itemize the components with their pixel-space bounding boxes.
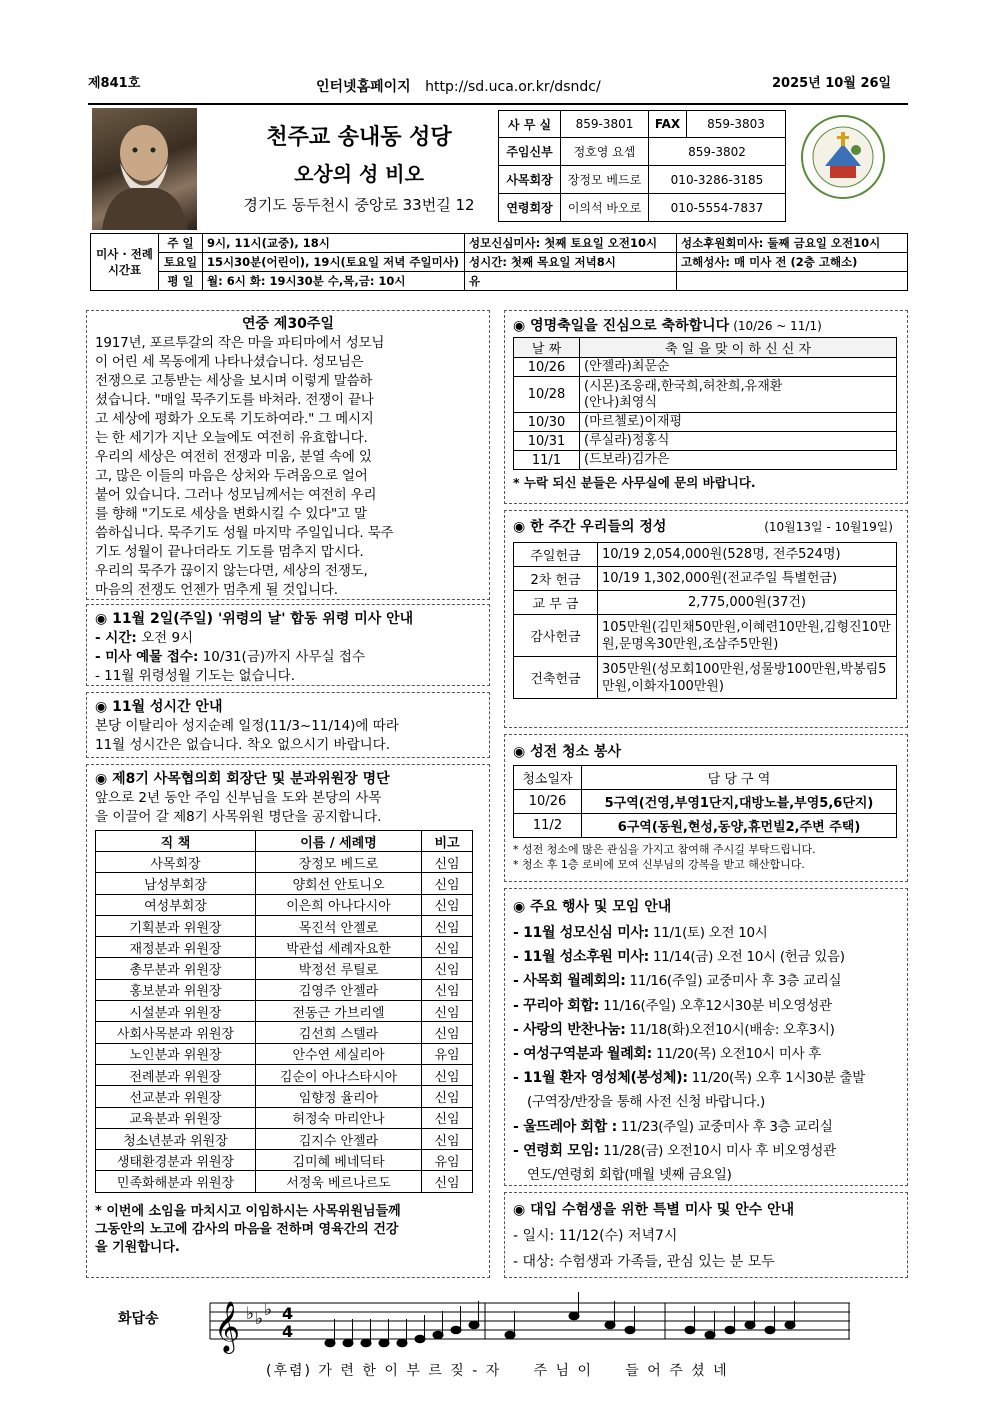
offering-type: 감사헌금 (514, 615, 598, 657)
feast-title: ◉ 영명축일을 진심으로 축하합니다 (513, 318, 730, 334)
contact-table (498, 110, 786, 222)
council-status: 신임 (422, 852, 473, 873)
music-note-icon (705, 1331, 715, 1339)
offering-detail: 2,775,000원(37건) (598, 591, 897, 615)
feast-name-line: (안젤라)최문순 (584, 359, 670, 374)
event-text: (구역장/반장을 통해 사전 신청 바랍니다.) (527, 1094, 765, 1111)
contact-council-name: 장정모 베드로 (561, 166, 649, 194)
event-item (513, 1018, 899, 1042)
music-note-icon (433, 1331, 443, 1339)
feast-names (580, 413, 897, 432)
council-note-line1: * 이번에 소임을 마치시고 이임하시는 사목위원님들께 (95, 1203, 401, 1219)
music-note-icon (685, 1326, 695, 1334)
event-item (513, 1090, 899, 1114)
council-row (96, 873, 473, 894)
council-name: 김지수 안젤라 (256, 1128, 422, 1149)
music-note-icon (745, 1321, 755, 1329)
memorial-offering (95, 648, 481, 667)
cleaning-row (514, 790, 897, 814)
event-label: - 연령회 모임: (513, 1142, 600, 1159)
feast-date: 10/31 (514, 432, 580, 451)
issue-date: 2025년 10월 26일 (772, 76, 892, 91)
event-text: 11/20(목) 오후 1시30분 출발 (687, 1070, 865, 1087)
event-item (513, 994, 899, 1018)
parish-emblem (800, 114, 886, 200)
music-note-icon (605, 1321, 615, 1329)
event-text: 11/14(금) 오전 10시 (헌금 있음) (648, 949, 845, 966)
council-name: 전동근 가브리엘 (256, 1001, 422, 1022)
parish-patron: 오상의 성 비오 (294, 162, 424, 186)
homepage-label: 인터넷홈페이지 (316, 79, 411, 95)
council-position: 교육분과 위원장 (96, 1107, 256, 1128)
council-row (96, 1022, 473, 1043)
council-position: 시설분과 위원장 (96, 1001, 256, 1022)
council-row (96, 1043, 473, 1064)
event-text: 11/18(화)오전10시(배송: 오후3시) (625, 1021, 835, 1038)
homepage (316, 76, 601, 96)
schedule-day-sunday: 주 일 (159, 234, 203, 253)
event-text: 연도/연령회 회합(매월 넷째 금요일) (527, 1167, 732, 1184)
cleaning-table (513, 765, 897, 838)
events-title: ◉ 주요 행사 및 모임 안내 (513, 899, 672, 915)
event-label: - 울뜨레아 회합 : (513, 1118, 617, 1135)
council-position: 총무분과 위원장 (96, 958, 256, 979)
homily-line: 마음의 전쟁도 언젠가 멈추게 될 것입니다. (95, 582, 338, 598)
feast-row (514, 358, 897, 377)
feast-date: 10/26 (514, 358, 580, 377)
council-row (96, 1128, 473, 1149)
music-note-icon (469, 1321, 479, 1329)
cleaning-box (504, 734, 908, 882)
council-name: 김선희 스텔라 (256, 1022, 422, 1043)
music-note-icon (625, 1326, 635, 1334)
council-status: 신임 (422, 873, 473, 894)
homily-line: 이 어린 세 목동에게 나타나셨습니다. 성모님은 (95, 354, 364, 370)
schedule-info-1-1: 성모신심미사: 첫째 토요일 오전10시 (465, 234, 677, 253)
council-position: 재정분과 위원장 (96, 937, 256, 958)
council-name: 허정숙 마리안나 (256, 1107, 422, 1128)
contact-fax-label: FAX (649, 111, 687, 138)
council-status: 신임 (422, 1171, 473, 1192)
memorial-box (86, 604, 490, 686)
council-row (96, 1001, 473, 1022)
council-row (96, 1150, 473, 1171)
council-box (86, 764, 490, 1278)
psalm-label: 화답송 (118, 1311, 159, 1327)
time-signature-top: 4 (282, 1304, 294, 1323)
council-row (96, 1171, 473, 1192)
memorial-title: ◉ 11월 2일(주일) '위령의 날' 합동 위령 미사 안내 (95, 611, 414, 627)
header-divider (88, 103, 908, 105)
council-row (96, 852, 473, 873)
event-text: 11/1(토) 오전 10시 (648, 925, 768, 941)
contact-pastor-label: 주임신부 (499, 138, 561, 166)
council-position: 민족화해분과 위원장 (96, 1171, 256, 1192)
offering-table (513, 542, 897, 699)
homily-line: 기도 성월이 끝나더라도 기도를 멈추지 맙시다. (95, 544, 364, 560)
feast-names (580, 358, 897, 377)
event-label: - 꾸리아 회합: (513, 997, 600, 1014)
feast-row (514, 451, 897, 470)
music-note-icon (725, 1326, 735, 1334)
schedule-day-saturday: 토요일 (159, 253, 203, 272)
offering-row (514, 657, 897, 699)
council-header-row (96, 831, 473, 852)
feast-range: (10/26 ~ 11/1) (733, 319, 822, 333)
feast-box (504, 310, 908, 504)
music-note-icon (451, 1326, 461, 1334)
council-status: 신임 (422, 1128, 473, 1149)
psalm-staff (200, 1285, 860, 1360)
homily-line: 우리의 세상은 여전히 전쟁과 미움, 분열 속에 있 (95, 449, 372, 465)
council-position: 사회사목분과 위원장 (96, 1022, 256, 1043)
music-note-icon (343, 1339, 353, 1347)
council-name: 박정선 루틸로 (256, 958, 422, 979)
memorial-time-value: 오전 9시 (136, 630, 194, 646)
memorial-offering-label: - 미사 예물 접수: (95, 649, 199, 665)
feast-title-line (513, 315, 899, 337)
council-name: 서정욱 베르나르도 (256, 1171, 422, 1192)
homily-line: 전쟁으로 고통받는 세상을 보시며 이렇게 말씀하 (95, 373, 373, 389)
homily-box (86, 310, 490, 600)
schedule-day-weekday: 평 일 (159, 272, 203, 291)
contact-council-label: 사목회장 (499, 166, 561, 194)
council-status: 유임 (422, 1150, 473, 1171)
homily-line: 1917년, 포르투갈의 작은 마을 파티마에서 성모님 (95, 335, 385, 351)
events-box (504, 888, 908, 1186)
council-note (95, 1203, 481, 1257)
offering-title-line (513, 515, 899, 539)
council-name: 이은희 아나다시아 (256, 894, 422, 915)
council-status: 유임 (422, 1043, 473, 1064)
feast-row (514, 413, 897, 432)
council-status: 신임 (422, 1086, 473, 1107)
music-note-icon (397, 1339, 407, 1347)
council-row (96, 915, 473, 936)
feast-row (514, 432, 897, 451)
council-header-position: 직 책 (96, 831, 256, 852)
schedule-info-3-2 (677, 272, 908, 291)
contact-fax-number: 859-3803 (687, 111, 786, 138)
council-position: 여성부회장 (96, 894, 256, 915)
feast-date: 10/28 (514, 377, 580, 413)
music-note-icon (569, 1312, 579, 1320)
event-label: - 11월 환자 영성체(봉성체): (513, 1070, 688, 1087)
schedule-info-3-1: 유 (465, 272, 677, 291)
offering-type: 건축헌금 (514, 657, 598, 699)
offering-type: 2차 헌금 (514, 567, 598, 591)
offering-title: ◉ 한 주간 우리들의 정성 (513, 519, 667, 535)
council-status: 신임 (422, 894, 473, 915)
offering-box (504, 510, 908, 728)
council-name: 박관섭 세례자요한 (256, 937, 422, 958)
cleaning-title: ◉ 성전 청소 봉사 (513, 744, 621, 760)
council-title: ◉ 제8기 사목협의회 회장단 및 분과위원장 명단 (95, 771, 390, 787)
council-intro-1: 앞으로 2년 동안 주임 신부님을 도와 본당의 사목 (95, 790, 382, 806)
cleaning-note-2: * 청소 후 1층 로비에 모여 신부님의 강복을 받고 해산합니다. (513, 858, 805, 871)
council-position: 사목회장 (96, 852, 256, 873)
council-row (96, 937, 473, 958)
memorial-offering-value: 10/31(금)까지 사무실 접수 (198, 649, 365, 665)
event-label: - 11월 성모신심 미사: (513, 925, 649, 941)
feast-header-date: 날 짜 (514, 338, 580, 358)
patron-portrait (92, 108, 197, 230)
homily-line: 는 한 세기가 지난 오늘에도 여전히 유효합니다. (95, 430, 368, 446)
feast-names (580, 432, 897, 451)
contact-pastor-name: 정호영 요셉 (561, 138, 649, 166)
cleaning-row (514, 814, 897, 838)
schedule-time-weekday: 월: 6시 화: 19시30분 수,목,금: 10시 (203, 272, 465, 291)
council-status: 신임 (422, 1107, 473, 1128)
feast-note: * 누락 되신 분들은 사무실에 문의 바랍니다. (513, 475, 756, 490)
music-note-icon (765, 1326, 775, 1334)
council-status: 신임 (422, 1064, 473, 1085)
feast-header-names: 축 일 을 맞 이 하 신 신 자 (580, 338, 897, 358)
council-position: 선교분과 위원장 (96, 1086, 256, 1107)
event-item (513, 969, 899, 993)
holyhour-line1: 본당 이탈리아 성지순례 일정(11/3~11/14)에 따라 (95, 718, 399, 734)
feast-names (580, 451, 897, 470)
schedule-time-sunday: 9시, 11시(교중), 18시 (203, 234, 465, 253)
event-text: 11/28(금) 오전10시 미사 후 비오영성관 (599, 1142, 836, 1159)
events-list (513, 921, 899, 1187)
council-row (96, 1064, 473, 1085)
event-item (513, 921, 899, 945)
council-header-note: 비고 (422, 831, 473, 852)
feast-name-line: (드보라)김가은 (584, 452, 670, 467)
event-label: - 사목회 월례회의: (513, 973, 626, 990)
council-position: 노인분과 위원장 (96, 1043, 256, 1064)
event-item (513, 1163, 899, 1187)
flat-icon: ♭ (264, 1300, 273, 1320)
offering-detail: 10/19 2,054,000원(528명, 전주524명) (598, 543, 897, 567)
event-label: - 사랑의 반찬나눔: (513, 1021, 626, 1038)
schedule-label (91, 234, 159, 291)
portrait-icon (92, 108, 197, 230)
contact-office-label: 사 무 실 (499, 111, 561, 138)
council-name: 양회선 안토니오 (256, 873, 422, 894)
exam-target: - 대상: 수험생과 가족들, 관심 있는 분 모두 (513, 1254, 775, 1270)
council-status: 신임 (422, 958, 473, 979)
music-note-icon (379, 1339, 389, 1347)
psalm-lyrics: (후렴) 가 련 한 이 부 르 짖 - 자 주 님 이 들 어 주 셨 네 (266, 1363, 729, 1379)
memorial-note: - 11월 위령성월 기도는 없습니다. (95, 668, 295, 684)
memorial-time-label: - 시간: (95, 630, 137, 646)
schedule-info-2-1: 성시간: 첫째 목요일 저녁8시 (465, 253, 677, 272)
treble-clef-icon: 𝄞 (214, 1301, 241, 1352)
music-note-icon (505, 1331, 515, 1339)
council-status: 신임 (422, 1001, 473, 1022)
council-header-name: 이름 / 세례명 (256, 831, 422, 852)
contact-funeral-phone: 010-5554-7837 (649, 194, 786, 222)
council-name: 안수연 세실리아 (256, 1043, 422, 1064)
event-text: 11/20(목) 오전10시 미사 후 (651, 1046, 822, 1063)
homily-line: 우리의 묵주가 끊이지 않는다면, 세상의 전쟁도, (95, 563, 368, 579)
council-note-line2: 그동안의 노고에 감사의 마음을 전하며 영육간의 건강 (95, 1221, 399, 1237)
council-status: 신임 (422, 937, 473, 958)
homily-line: 붙어 있습니다. 그러나 성모님께서는 여전히 우리 (95, 487, 377, 503)
council-name: 장정모 베드로 (256, 852, 422, 873)
homily-text (95, 334, 481, 600)
offering-detail: 305만원(성모회100만원,성물방100만원,박봉림5만원,이화자100만원) (598, 657, 897, 699)
holyhour-line2: 11월 성시간은 없습니다. 착오 없으시기 바랍니다. (95, 737, 390, 753)
contact-pastor-phone: 859-3802 (649, 138, 786, 166)
contact-funeral-label: 연령회장 (499, 194, 561, 222)
homily-line: 고 세상에 평화가 오도록 기도하여라." 그 메시지 (95, 411, 374, 427)
offering-row (514, 543, 897, 567)
schedule-info-2-2: 고해성사: 매 미사 전 (2층 고해소) (677, 253, 908, 272)
memorial-time (95, 629, 481, 648)
council-row (96, 979, 473, 1000)
flat-icon: ♭ (246, 1304, 255, 1324)
feast-name-line: (루실라)정홍식 (584, 433, 670, 448)
council-status: 신임 (422, 1022, 473, 1043)
council-position: 생태환경분과 위원장 (96, 1150, 256, 1171)
contact-council-phone: 010-3286-3185 (649, 166, 786, 194)
homily-line: 고, 많은 이들의 마음은 상처와 두려움으로 얼어 (95, 468, 368, 484)
music-note-icon (325, 1339, 335, 1347)
music-note-icon (361, 1339, 371, 1347)
parish-address: 경기도 동두천시 중앙로 33번길 12 (243, 196, 475, 214)
offering-detail: 10/19 1,302,000원(전교주일 특별헌금) (598, 567, 897, 591)
music-note-icon (415, 1335, 425, 1343)
issue-number: 제841호 (88, 76, 141, 91)
schedule-label-line1: 미사 · 전례 (96, 247, 153, 261)
event-text: 11/16(주일) 교중미사 후 3층 교리실 (625, 973, 842, 990)
offering-range: (10월13일 - 10월19일) (764, 520, 893, 534)
council-row (96, 1086, 473, 1107)
parish-name: 천주교 송내동 성당 (266, 125, 452, 150)
feast-name-line: (마르첼로)이재평 (584, 414, 683, 429)
feast-table (513, 337, 897, 470)
feast-date: 10/30 (514, 413, 580, 432)
feast-name-line: (시몬)조웅래,한국희,허찬희,유재환 (584, 378, 783, 394)
holyhour-title: ◉ 11월 성시간 안내 (95, 699, 223, 715)
cleaning-note-1: * 성전 청소에 많은 관심을 가지고 참여해 주시길 부탁드립니다. (513, 843, 816, 856)
offering-row (514, 591, 897, 615)
parish-emblem-icon (800, 114, 886, 200)
offering-type: 교 무 금 (514, 591, 598, 615)
event-label: - 11월 성소후원 미사: (513, 949, 649, 966)
offering-type: 주일헌금 (514, 543, 598, 567)
contact-funeral-name: 이의석 바오로 (561, 194, 649, 222)
event-text: 11/23(주일) 교중미사 후 3층 교리실 (616, 1118, 833, 1135)
time-signature-bottom: 4 (282, 1322, 294, 1341)
schedule-info-1-2: 성소후원회미사: 둘째 금요일 오전10시 (677, 234, 908, 253)
contact-office-phone: 859-3801 (561, 111, 649, 138)
council-row (96, 894, 473, 915)
holyhour-box (86, 692, 490, 758)
schedule-label-line2: 시간표 (107, 263, 142, 277)
council-name: 임향정 율리아 (256, 1086, 422, 1107)
council-status: 신임 (422, 915, 473, 936)
music-note-icon (785, 1321, 795, 1329)
feast-name-line: (안나)최영식 (584, 394, 657, 410)
schedule-table (90, 233, 908, 291)
council-name: 김순이 아나스타시아 (256, 1064, 422, 1085)
event-label: - 여성구역분과 월례회: (513, 1046, 652, 1063)
flat-icon: ♭ (255, 1309, 264, 1329)
event-item (513, 1066, 899, 1090)
offering-row (514, 567, 897, 591)
cleaning-area: 5구역(건영,부영1단지,대방노블,부영5,6단지) (582, 790, 897, 814)
council-position: 기획분과 위원장 (96, 915, 256, 936)
cleaning-area: 6구역(동원,현성,동양,휴먼빌2,주변 주택) (582, 814, 897, 838)
feast-date: 11/1 (514, 451, 580, 470)
homily-line: 씀하십니다. 묵주기도 성월 마지막 주일입니다. 묵주 (95, 525, 394, 541)
offering-row (514, 615, 897, 657)
exam-date: - 일시: 11/12(수) 저녁7시 (513, 1228, 678, 1244)
exam-title: ◉ 대입 수험생을 위한 특별 미사 및 안수 안내 (513, 1202, 795, 1218)
event-text: 11/16(주일) 오후12시30분 비오영성관 (599, 997, 832, 1014)
event-item (513, 945, 899, 969)
council-row (96, 1107, 473, 1128)
council-status: 신임 (422, 979, 473, 1000)
event-item (513, 1042, 899, 1066)
homily-title: 연중 제30주일 (242, 316, 334, 332)
homepage-url[interactable]: http://sd.uca.or.kr/dsndc/ (425, 79, 601, 95)
exam-box (504, 1192, 908, 1278)
event-item (513, 1115, 899, 1139)
homily-line: 를 향해 "기도로 세상을 변화시킬 수 있다"고 말 (95, 506, 367, 522)
council-name: 목진석 안젤로 (256, 915, 422, 936)
cleaning-date: 11/2 (514, 814, 582, 838)
council-row (96, 958, 473, 979)
council-intro-2: 을 이끌어 갈 제8기 사목위원 명단을 공지합니다. (95, 809, 382, 825)
cleaning-date: 10/26 (514, 790, 582, 814)
feast-names (580, 377, 897, 413)
council-name: 김미혜 베네딕타 (256, 1150, 422, 1171)
council-position: 남성부회장 (96, 873, 256, 894)
council-position: 청소년분과 위원장 (96, 1128, 256, 1149)
feast-row (514, 377, 897, 413)
homily-line: 셨습니다. "매일 묵주기도를 바쳐라. 전쟁이 끝나 (95, 392, 374, 408)
council-position: 전례분과 위원장 (96, 1064, 256, 1085)
council-name: 김영주 안젤라 (256, 979, 422, 1000)
offering-detail: 105만원(김민채50만원,이혜련10만원,김형진10만원,문명옥30만원,조삼주5만원) (598, 615, 897, 657)
council-position: 홍보분과 위원장 (96, 979, 256, 1000)
cleaning-header-area: 담 당 구 역 (582, 766, 897, 790)
schedule-time-saturday: 15시30분(어린이), 19시(토요일 저녁 주일미사) (203, 253, 465, 272)
event-item (513, 1139, 899, 1163)
council-note-line3: 을 기원합니다. (95, 1239, 180, 1255)
cleaning-header-date: 청소일자 (514, 766, 582, 790)
council-table (95, 830, 473, 1193)
